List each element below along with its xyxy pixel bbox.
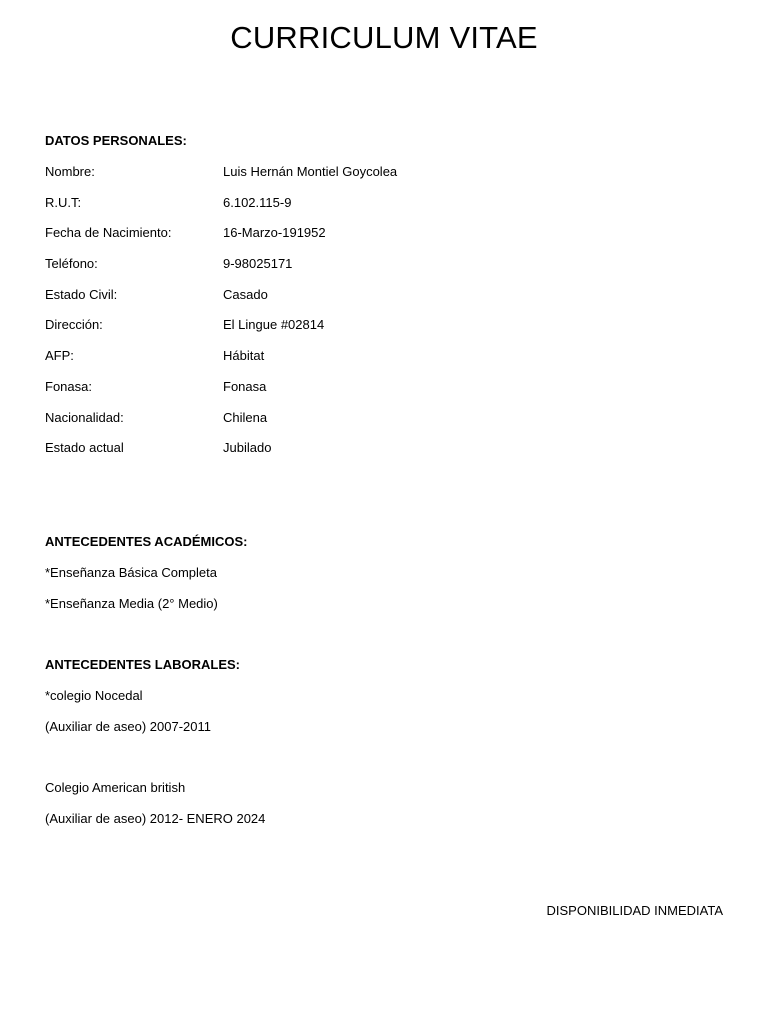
field-row-name xyxy=(45,156,725,187)
job-detail: (Auxiliar de aseo) 2012- ENERO 2024 xyxy=(45,811,266,827)
document-title: CURRICULUM VITAE xyxy=(230,20,538,55)
field-row-rut xyxy=(45,187,725,218)
field-value: 6.102.115-9 xyxy=(223,194,292,210)
field-label: Nacionalidad: xyxy=(45,409,124,425)
field-value: El Lingue #02814 xyxy=(223,317,325,333)
personal-data-section xyxy=(45,125,725,463)
spacer xyxy=(45,741,725,772)
field-row-birthdate xyxy=(45,217,725,248)
availability-note: DISPONIBILIDAD INMEDIATA xyxy=(546,903,723,918)
job-detail: (Auxiliar de aseo) 2007-2011 xyxy=(45,718,211,734)
job-place: Colegio American british xyxy=(45,780,186,796)
job-place: *colegio Nocedal xyxy=(45,688,143,703)
field-label: Dirección: xyxy=(45,317,103,333)
field-label: Teléfono: xyxy=(45,256,98,272)
field-label: AFP: xyxy=(45,348,74,364)
personal-data-heading: DATOS PERSONALES: xyxy=(45,133,187,148)
field-value: Hábitat xyxy=(223,348,265,364)
field-value: Chilena xyxy=(223,409,268,425)
academic-item: *Enseñanza Media (2° Medio) xyxy=(45,595,218,611)
field-row-afp xyxy=(45,340,725,371)
field-row-phone xyxy=(45,248,725,279)
field-row-nationality xyxy=(45,402,725,433)
field-value: 16-Marzo-191952 xyxy=(223,225,326,241)
field-label: Nombre: xyxy=(45,164,95,179)
academic-section xyxy=(45,526,725,618)
field-row-civil-status xyxy=(45,279,725,310)
field-row-current-status xyxy=(45,432,725,463)
field-value: Jubilado xyxy=(223,440,272,456)
field-label: R.U.T: xyxy=(45,194,82,210)
field-label: Fecha de Nacimiento: xyxy=(45,225,172,241)
work-section xyxy=(45,649,725,834)
field-label: Fonasa: xyxy=(45,378,92,394)
work-heading: ANTECEDENTES LABORALES: xyxy=(45,657,241,672)
field-row-address xyxy=(45,309,725,340)
field-label: Estado Civil: xyxy=(45,286,118,302)
field-value: Luis Hernán Montiel Goycolea xyxy=(223,164,398,179)
field-value: 9-98025171 xyxy=(223,256,293,272)
academic-item: *Enseñanza Básica Completa xyxy=(45,565,217,580)
field-label: Estado actual xyxy=(45,440,124,456)
field-value: Fonasa xyxy=(223,378,267,394)
academic-heading: ANTECEDENTES ACADÉMICOS: xyxy=(45,534,248,549)
field-row-fonasa xyxy=(45,371,725,402)
field-value: Casado xyxy=(223,286,268,302)
